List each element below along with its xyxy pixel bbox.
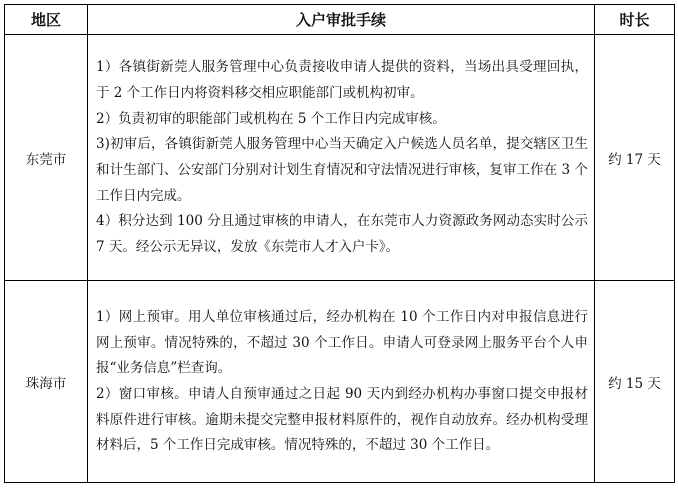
region-cell: 珠海市 [5, 281, 88, 483]
header-row [5, 5, 675, 35]
duration-cell: 约 15 天 [595, 281, 675, 483]
procedure-step: 1）网上预审。用人单位审核通过后，经办机构在 10 个工作日内对申报信息进行网上预审。情况特殊的，不超过 30 个工作日。申请人可登录网上服务平台个人申报“业务信息”栏查询。 [96, 308, 588, 377]
procedure-cell [88, 281, 595, 483]
procedure-cell [88, 35, 595, 281]
header-region: 地区 [5, 5, 88, 35]
procedure-step: 2）窗口审核。申请人自预审通过之日起 90 天内到经办机构办事窗口提交申报材料原件进行审核。逾期未提交完整申报材料原件的，视作自动放弃。经办机构受理材料后，5 个工作日完成审核。情况特殊的，不超过 30 个工作日。 [96, 386, 588, 454]
table-row-dongguan [5, 35, 675, 281]
header-procedure: 入户审批手续 [88, 5, 595, 35]
header-duration: 时长 [595, 5, 675, 35]
table-row-zhuhai [5, 281, 675, 483]
procedure-step: 3)初审后，各镇街新莞人服务管理中心当天确定入户候选人员名单，提交辖区卫生和计生部门、公安部门分别对计划生育情况和守法情况进行审核，复审工作在 3 个工作日内完成。 [96, 136, 588, 204]
household-registration-table [4, 4, 675, 483]
region-cell: 东莞市 [5, 35, 88, 281]
duration-cell: 约 17 天 [595, 35, 675, 281]
procedure-step: 4）积分达到 100 分且通过审核的申请人，在东莞市人力资源政务网动态实时公示 7 天。经公示无异议，发放《东莞市人才入户卡》。 [96, 213, 588, 256]
procedure-step: 2）负责初审的职能部门或机构在 5 个工作日内完成审核。 [96, 110, 446, 127]
procedure-step: 1）各镇街新莞人服务管理中心负责接收申请人提供的资料，当场出具受理回执，于 2 个工作日内将资料移交相应职能部门或机构初审。 [96, 59, 588, 101]
